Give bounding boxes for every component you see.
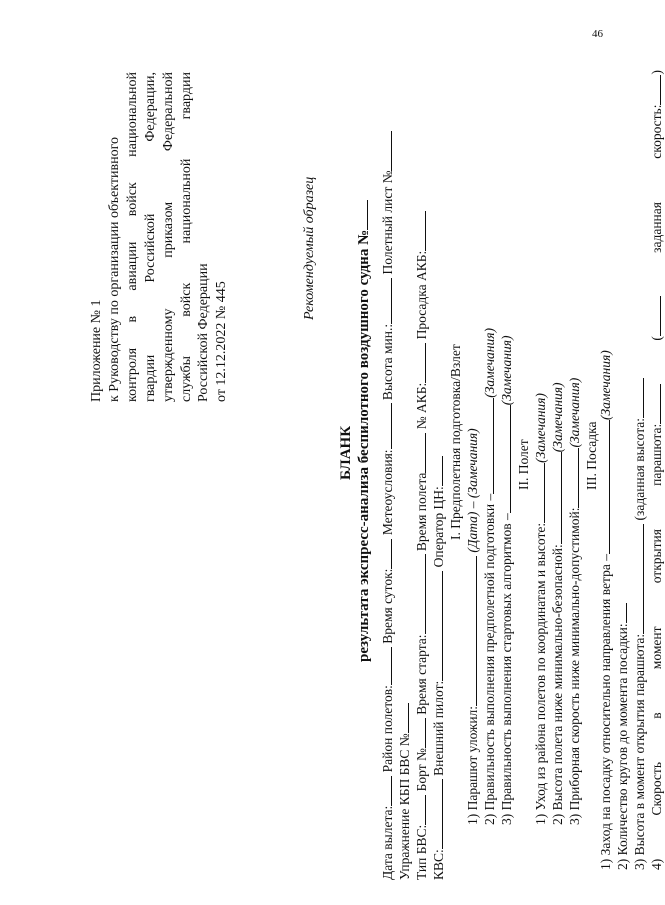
form-title: БЛАНК <box>338 425 354 480</box>
annex-word: национальной <box>178 158 194 244</box>
annex-word: службы <box>178 355 194 402</box>
min-altitude-field[interactable] <box>380 278 392 324</box>
item-text: 1) Уход из района полетов по координатам и высоте: <box>533 522 548 825</box>
start-time-field[interactable] <box>414 554 426 634</box>
header-row-4 <box>431 456 447 880</box>
date-label: Дата вылета: <box>380 805 395 880</box>
akb-field[interactable] <box>414 343 426 383</box>
daytime-field[interactable] <box>380 539 392 569</box>
speed-group: скорость:) <box>649 70 664 159</box>
item-remark: (Замечания) <box>533 393 548 463</box>
sample-note: Рекомендуемый образец <box>302 176 317 320</box>
annex-text: Российской Федерации <box>196 263 212 402</box>
form-subtitle <box>356 200 374 662</box>
kvs-field[interactable] <box>431 779 443 849</box>
annex-word: Федерации, <box>142 72 158 142</box>
annex-line <box>88 72 106 402</box>
kvs-label: КВС: <box>431 849 446 880</box>
ext-pilot-label: Внешний пилот: <box>431 680 446 776</box>
section-3-item-2 <box>615 603 631 870</box>
item-word: в <box>649 712 664 719</box>
annex-line <box>213 72 231 402</box>
section-1-item-2 <box>482 328 498 825</box>
header-row-3 <box>414 211 430 880</box>
item-text: 3) Правильность выполнения стартовых алгоритмов – <box>499 513 514 825</box>
item-field[interactable] <box>465 556 477 706</box>
section-3-item-4 <box>649 70 665 870</box>
annex-word: утвержденному <box>160 308 176 402</box>
annex-word: Российской <box>142 213 158 283</box>
annex-line <box>142 72 160 402</box>
annex-line <box>195 72 213 402</box>
annex-word: войск <box>178 282 194 317</box>
set-height-label: (заданная высота: <box>632 417 647 521</box>
item-remark: (Дата) – (Замечания) <box>465 428 480 553</box>
section-2-item-1 <box>533 393 549 825</box>
set-height-field[interactable] <box>632 378 644 418</box>
section-1-item-3 <box>499 336 515 825</box>
header-row-1 <box>380 131 396 880</box>
section-2-item-2 <box>550 382 566 825</box>
ext-pilot-field[interactable] <box>431 571 443 681</box>
section-2-item-3 <box>567 378 583 825</box>
operator-field[interactable] <box>431 456 443 486</box>
annex-word: авиации <box>124 241 140 291</box>
annex-word: национальной <box>124 72 140 157</box>
section-3-item-1 <box>598 350 614 870</box>
type-field[interactable] <box>414 795 426 825</box>
exercise-label: Упражнение КБП БВС № <box>397 733 412 880</box>
page-number: 46 <box>592 28 603 40</box>
date-field[interactable] <box>380 776 392 806</box>
annex-line <box>124 72 142 402</box>
annex-line <box>106 72 124 402</box>
item-field[interactable] <box>533 463 545 523</box>
annex-text: к Руководству по организации объективного <box>106 137 122 402</box>
item-remark: (Замечания) <box>567 377 582 448</box>
area-label: Район полетов: <box>380 685 395 773</box>
annex-word: гвардии <box>142 354 158 402</box>
annex-word: войск <box>124 182 140 217</box>
paren: ( <box>649 336 664 341</box>
weather-label: Метеоусловия: <box>380 449 395 536</box>
item-text: 2) Высота полета ниже минимально-безопасной: <box>550 544 565 825</box>
annex-text: Приложение № 1 <box>89 299 104 402</box>
item-field[interactable] <box>632 524 644 634</box>
akb-drop-field[interactable] <box>414 211 426 251</box>
item-text: 2) Правильность выполнения предполетной подготовки – <box>482 493 497 825</box>
section-1-title: I. Предполетная подготовка/Взлет <box>448 344 463 540</box>
item-word: открытия <box>649 529 664 584</box>
vessel-number-blank[interactable] <box>356 200 368 230</box>
item-text: 2) Количество кругов до момента посадки: <box>615 623 630 870</box>
flight-time-label: Время полета <box>414 472 429 552</box>
item-field[interactable] <box>482 398 494 494</box>
board-label: Борт № <box>414 748 429 792</box>
item-remark: (Замечания) <box>550 382 565 453</box>
section-2-title: II. Полет <box>516 439 531 490</box>
set-speed-group <box>649 296 665 341</box>
start-time-label: Время старта: <box>414 634 429 715</box>
speed-field[interactable] <box>649 384 661 424</box>
exercise-field[interactable] <box>397 703 409 733</box>
speed-value-field[interactable] <box>649 75 661 105</box>
akb-label: № АКБ: <box>414 382 429 430</box>
board-field[interactable] <box>414 718 426 748</box>
header-row-2 <box>397 703 413 880</box>
section-3-title: III. Посадка <box>584 421 599 490</box>
annex-word: гвардии <box>178 72 194 120</box>
flight-sheet-label: Полетный лист № <box>380 170 395 275</box>
annex-line <box>178 72 196 402</box>
item-remark: (Замечания) <box>499 335 514 406</box>
item-field[interactable] <box>567 448 579 508</box>
item-remark: (Замечания) <box>598 350 613 421</box>
set-speed-label: заданная <box>649 202 664 253</box>
area-field[interactable] <box>380 647 392 685</box>
annex-line <box>160 72 178 402</box>
set-speed-blank[interactable] <box>649 296 661 336</box>
item-remark: (Замечания) <box>482 328 497 398</box>
item-text: 3) Приборная скорость ниже минимально-допустимой: <box>567 507 582 825</box>
item-field[interactable] <box>598 420 610 554</box>
form-subtitle-text: результата экспресс-анализа беспилотного воздушного судна № <box>356 229 372 662</box>
annex-word: Федеральной <box>160 72 176 152</box>
item-word: Скорость <box>649 762 664 816</box>
annex-word: в <box>124 315 140 323</box>
annex-word: приказом <box>160 201 176 258</box>
min-altitude-label: Высота мин.: <box>380 323 395 401</box>
operator-label: Оператор ЦН: <box>431 486 446 568</box>
item-text: 3) Высота в момент открытия парашюта: <box>632 633 647 870</box>
item-word: парашюта: <box>649 423 664 486</box>
daytime-label: Время суток: <box>380 568 395 644</box>
item-field[interactable] <box>499 405 511 513</box>
item-word: 4) <box>649 858 664 870</box>
item-field[interactable] <box>615 603 627 623</box>
item-field[interactable] <box>550 452 562 544</box>
annex-block <box>88 62 231 402</box>
weather-field[interactable] <box>380 403 392 449</box>
item-word: момент <box>649 626 664 670</box>
section-3-item-3 <box>632 378 648 870</box>
item-text: 1) Парашют уложил: <box>465 705 480 825</box>
flight-time-field[interactable] <box>414 433 426 473</box>
section-1-item-1 <box>465 428 481 825</box>
item-text: 1) Заход на посадку относительно направления ветра – <box>598 554 613 870</box>
type-label: Тип БВС: <box>414 824 429 880</box>
item-word-group <box>649 384 665 486</box>
form-page <box>50 40 664 880</box>
speed-label: скорость: <box>649 104 664 159</box>
akb-drop-label: Просадка АКБ: <box>414 250 429 340</box>
annex-text: от 12.12.2022 № 445 <box>214 281 230 402</box>
flight-sheet-field[interactable] <box>380 131 392 171</box>
annex-word: контроля <box>124 347 140 402</box>
